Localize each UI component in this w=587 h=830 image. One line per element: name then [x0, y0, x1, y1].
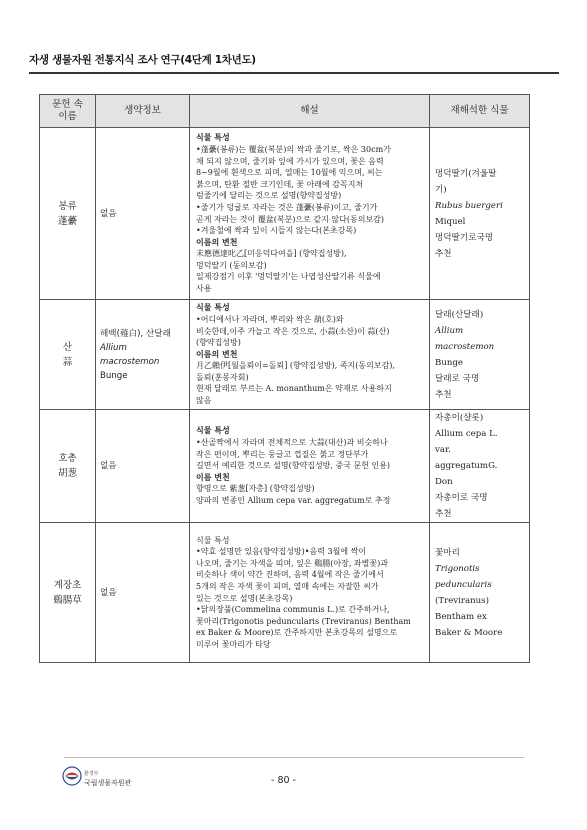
- bio-line: Bunge: [100, 370, 128, 381]
- desc-line: 비슷하나 색이 약간 진하며, 음력 4월에 작은 줄기에서: [196, 570, 384, 580]
- table-row: [40, 410, 530, 523]
- cell-reinterpreted: [430, 523, 530, 663]
- desc-line: 붉으며, 탄환 절반 크기인데, 꽃 아래에 감꼭지처: [196, 179, 364, 189]
- bio-line: 없음: [100, 587, 117, 598]
- reint-line: Allium: [435, 325, 464, 336]
- reint-line: peduncularis: [435, 579, 492, 590]
- cell-reinterpreted: [430, 300, 530, 410]
- footer-divider: [64, 757, 524, 758]
- bio-line: 없음: [100, 461, 117, 471]
- reint-line: 자총이로 국명: [435, 493, 488, 503]
- name-line: 蓬虆: [57, 215, 77, 227]
- reint-line: (Treviranus): [435, 595, 489, 606]
- ministry-logo-icon: [62, 766, 82, 786]
- table-row: [40, 300, 530, 410]
- col-header-reint: 재해석한 식물: [430, 95, 530, 128]
- knowledge-table: [39, 94, 530, 663]
- desc-line: 향명으로 紫葱[자총] (향약집성방): [196, 484, 315, 494]
- desc-line: •약효 설명만 있음(향약집성방)•음력 3월에 싹이: [196, 547, 367, 557]
- cell-desc: [190, 523, 430, 663]
- reint-line: Don: [435, 477, 453, 487]
- cell-desc: [190, 300, 430, 410]
- reint-line: 기): [435, 184, 447, 195]
- reint-line: Bunge: [435, 357, 463, 368]
- desc-heading: 이름의 변천: [196, 349, 238, 359]
- desc-line: 꽃마리(Trigonotis peduncularis (Treviranus) Bentham: [196, 616, 411, 626]
- desc-line: (향약집성방): [196, 338, 241, 348]
- cell-bio: [96, 128, 190, 300]
- cell-reinterpreted: [430, 128, 530, 300]
- cell-name: [40, 128, 96, 300]
- name-line: 鷄腸草: [53, 594, 82, 606]
- desc-line: ex Baker & Moore)로 간주하지만 본초강목의 설명으로: [196, 628, 398, 638]
- desc-line: 식물 특성: [196, 535, 230, 545]
- page-header-title: 자생 생물자원 전통지식 조사 연구(4단계 1차년도): [29, 54, 256, 66]
- cell-name: [40, 300, 96, 410]
- reint-line: macrostemon: [435, 341, 495, 352]
- desc-line: 돌뢰(훈몽자회): [196, 372, 249, 382]
- reint-line: Rubus buergeri: [435, 200, 503, 211]
- reint-line: Miquel: [435, 216, 466, 227]
- name-line: 蒜: [62, 356, 73, 368]
- desc-line: 미루어 꽃마리가 타당: [196, 639, 271, 649]
- reint-line: Allium cepa L.: [435, 429, 498, 439]
- reint-line: 멍덕딸기(겨울딸: [435, 168, 497, 179]
- desc-line: 月乙賴伊[월을뢰이=돌뢰] (향약집성방), 족지(동의보감),: [196, 361, 395, 371]
- reint-line: 추천: [435, 389, 452, 400]
- bio-line: Allium: [100, 342, 127, 353]
- reint-line: 추천: [435, 248, 452, 259]
- desc-line: •어디에서나 자라며, 뿌리와 싹은 葫(호)와: [196, 314, 344, 324]
- desc-line: 일제강점기 이후 '멍덕딸기'는 나엽성산딸기류 식물에: [196, 272, 381, 282]
- reint-line: Trigonotis: [435, 563, 480, 574]
- desc-line: •줄기가 덩굴로 자라는 것은 蓬虆(봉류)이고, 줄기가: [196, 202, 378, 212]
- desc-heading: 이름의 변천: [196, 237, 238, 247]
- desc-line: 양파의 변종인 Allium cepa var. aggregatum로 추정: [196, 495, 391, 505]
- page-number: - 80 -: [271, 775, 296, 786]
- reint-line: Baker & Moore: [435, 627, 503, 638]
- desc-heading: 식물 특성: [196, 426, 230, 436]
- desc-line: 길면서 예리한 것으로 설명(향약집성방, 중국 문헌 인용): [196, 461, 391, 471]
- bio-line: 없음: [100, 208, 117, 219]
- name-line: 산: [62, 341, 73, 353]
- desc-line: 사용: [196, 284, 212, 294]
- desc-line: 멍덕딸기 (동의보감): [196, 260, 267, 270]
- desc-heading: 이름 변천: [196, 472, 230, 482]
- footer-ministry: 환경부: [84, 771, 99, 777]
- reint-line: 꽃마리: [435, 547, 460, 558]
- cell-bio: [96, 523, 190, 663]
- table-row: [40, 523, 530, 663]
- name-line: 호총: [58, 453, 77, 464]
- desc-line: 곧게 자라는 것이 覆盆(복분)으로 같지 않다(동의보감): [196, 214, 385, 224]
- reint-line: 달래(산달래): [435, 309, 484, 320]
- cell-desc: [190, 128, 430, 300]
- reint-line: 멍덕딸기로국명: [435, 232, 494, 243]
- desc-heading: 식물 특성: [196, 133, 230, 143]
- desc-line: 현재 달래로 부르는 A. monanthum은 약재로 사용하지: [196, 384, 392, 394]
- reint-line: var.: [435, 445, 451, 455]
- header-divider: [29, 72, 559, 74]
- reint-line: Bentham ex: [435, 611, 487, 622]
- cell-name: [40, 410, 96, 523]
- col-header-name: 문헌 속 이름: [40, 95, 96, 128]
- cell-desc: [190, 410, 430, 523]
- desc-line: •산골짝에서 자라며 전체적으로 大蒜(대산)과 비슷하나: [196, 438, 388, 448]
- desc-line: 비슷한데,이주 가늘고 작은 것으로, 小蒜(소산)이 蒜(산): [196, 326, 390, 336]
- reint-line: 자총이(샬롯): [435, 413, 484, 423]
- reint-line: aggregatumG.: [435, 461, 498, 471]
- desc-line: 5개의 작은 자색 꽃이 피며, 열매 속에는 자잘한 씨가: [196, 581, 379, 591]
- bio-line: 해백(薤白), 산달래: [100, 328, 171, 339]
- desc-line: 나오며, 줄기는 자색을 띠며, 잎은 鷄腸(아장, 좌별꽃)과: [196, 558, 388, 568]
- desc-line: 있는 것으로 설명(본초강목): [196, 593, 293, 603]
- col-header-desc: 해설: [190, 95, 430, 128]
- desc-line: 작은 편이며, 뿌리는 둥글고 껍질은 붉고 정단부가: [196, 449, 369, 459]
- cell-reinterpreted: [430, 410, 530, 523]
- bio-line: macrostemon: [100, 356, 160, 367]
- desc-line: •겨울철에 싹과 잎이 시들지 않는다(본초강목): [196, 226, 357, 236]
- desc-line: 럼줄기에 달리는 것으로 설명(향약집성방): [196, 191, 342, 201]
- table-row: [40, 128, 530, 300]
- desc-line: 末應德達叱乙[미응덕다여을] (향약집성방),: [196, 249, 347, 259]
- col-header-bio: 생약정보: [96, 95, 190, 128]
- desc-line: •蓬虆(봉류)는 覆盆(복분)의 싹과 줄기로, 싹은 30cm가: [196, 144, 391, 154]
- cell-name: [40, 523, 96, 663]
- desc-heading: 식물 특성: [196, 303, 230, 313]
- cell-bio: [96, 410, 190, 523]
- name-line: 계장초: [53, 579, 82, 591]
- desc-line: 않음: [196, 396, 212, 406]
- reint-line: 달래로 국명: [435, 373, 480, 384]
- name-line: 胡葱: [57, 468, 77, 479]
- table-header-row: [40, 95, 530, 128]
- name-line: 봉류: [58, 200, 77, 212]
- desc-line: •닭의장풀(Commelina communis L.)로 간주하거나,: [196, 605, 390, 615]
- desc-line: 채 되지 않으며, 줄기와 잎에 가시가 있으며, 꽃은 음력: [196, 156, 384, 166]
- reint-line: 추천: [435, 509, 452, 519]
- cell-bio: [96, 300, 190, 410]
- desc-line: 8~9월에 흰색으로 피며, 열매는 10월에 익으며, 씨는: [196, 168, 383, 178]
- footer-org-name: 국립생물자원관: [84, 779, 132, 787]
